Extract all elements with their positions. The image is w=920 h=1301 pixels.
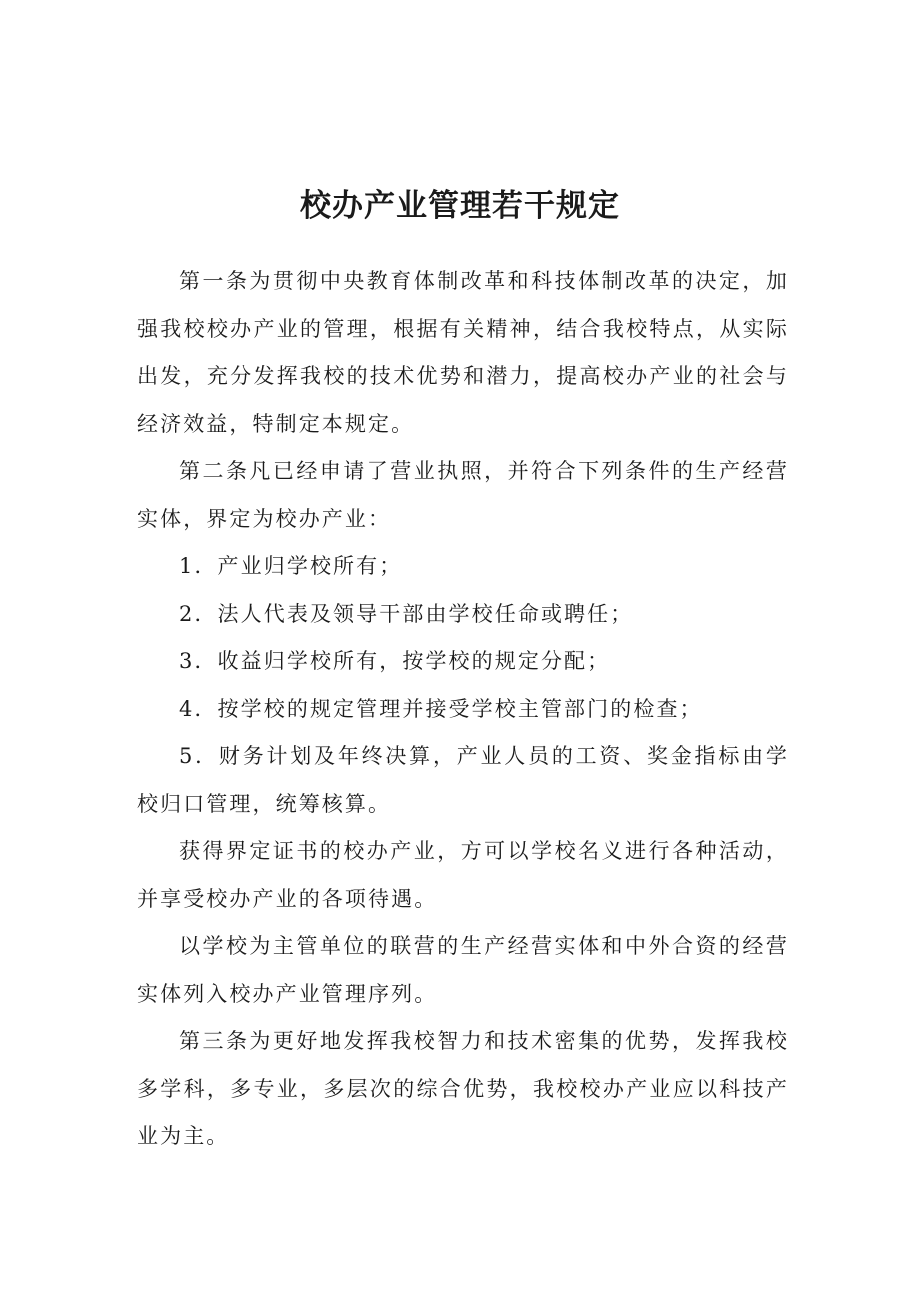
paragraph-article-1: 第一条为贯彻中央教育体制改革和科技体制改革的决定，加强我校校办产业的管理，根据有关精神，结合我校特点，从实际出发，充分发挥我校的技术优势和潜力，提高校办产业的社会与经济效益，特制定本规定。 [137,269,789,436]
list-item-condition-3: 3．收益归学校所有，按学校的规定分配； [179,649,611,673]
paragraph-article-3: 第三条为更好地发挥我校智力和技术密集的优势，发挥我校多学科，多专业，多层次的综合优势，我校校办产业应以科技产业为主。 [137,1029,789,1148]
paragraph-certificate: 获得界定证书的校办产业，方可以学校名义进行各种活动，并享受校办产业的各项待遇。 [137,839,789,911]
list-item-condition-1: 1．产业归学校所有； [179,554,403,578]
document-body [137,258,789,1161]
list-item-condition-4: 4．按学校的规定管理并接受学校主管部门的检查； [179,696,703,721]
paragraph-joint-ventures: 以学校为主管单位的联营的生产经营实体和中外合资的经营实体列入校办产业管理序列。 [137,934,789,1006]
document-title: 校办产业管理若干规定 [300,187,620,224]
list-item-condition-2: 2．法人代表及领导干部由学校任命或聘任； [179,601,634,626]
paragraph-article-2: 第二条凡已经申请了营业执照，并符合下列条件的生产经营实体，界定为校办产业： [137,459,789,531]
list-item-condition-5: 5．财务计划及年终决算，产业人员的工资、奖金指标由学校归口管理，统筹核算。 [137,744,789,816]
